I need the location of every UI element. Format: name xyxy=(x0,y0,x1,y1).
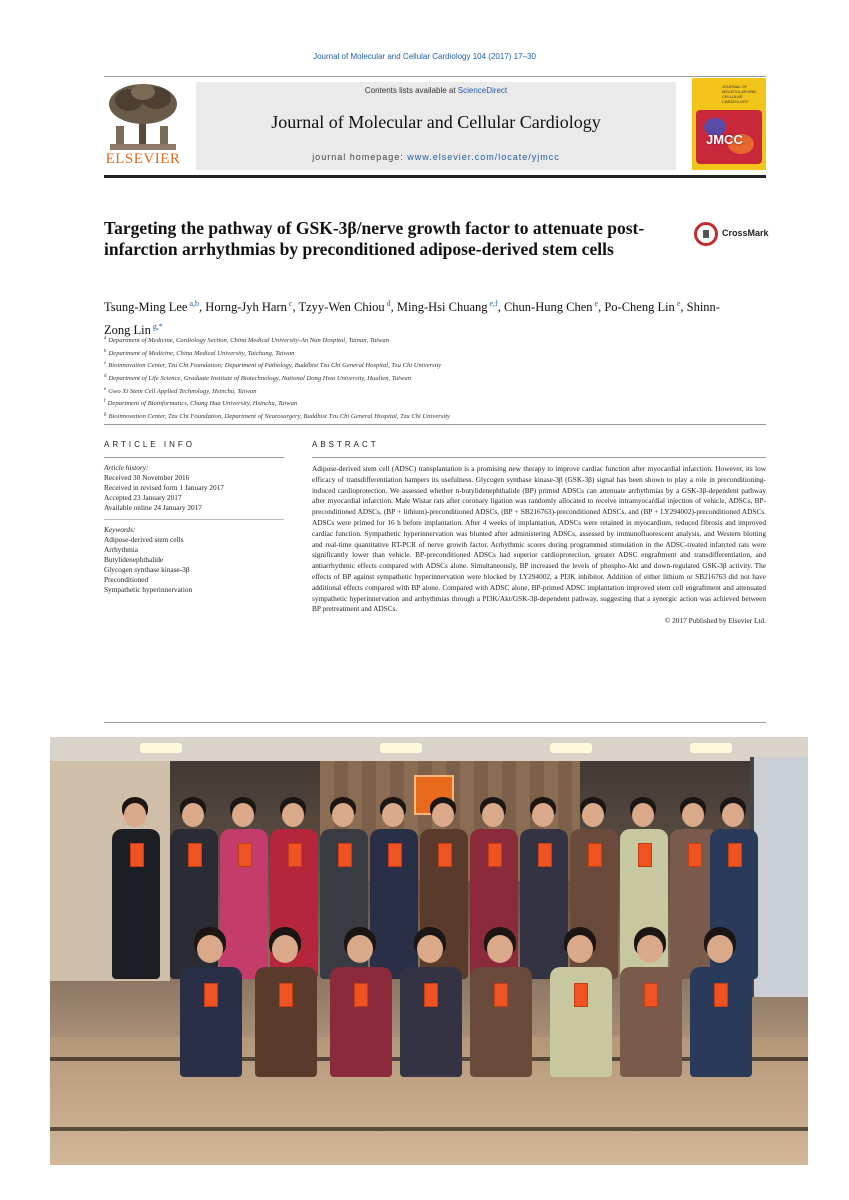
affiliation: $^a$ Department of Medicine, Cardiology Section, China Medical University-An Nan Hospital, Tainan, Taiwan xyxy=(104,336,389,345)
keywords xyxy=(104,525,284,595)
author-name[interactable]: Chun-Hung Chen $^e$ xyxy=(503,299,599,315)
journal-cover-thumbnail xyxy=(692,78,766,170)
author-name[interactable]: Shinn-Zong Lin $^{g,*}$ xyxy=(104,300,720,338)
glass-door xyxy=(750,757,808,997)
author-affiliation-marker: e xyxy=(592,299,599,308)
author-affiliation-marker: c xyxy=(286,299,293,308)
journal-masthead xyxy=(104,76,766,178)
abstract-heading: ABSTRACT xyxy=(312,440,379,449)
keyword: Preconditioned xyxy=(104,575,149,584)
article-info-heading: ARTICLE INFO xyxy=(104,440,195,449)
affiliation: $^b$ Department of Medicine, China Medical University, Taichung, Taiwan xyxy=(104,348,295,357)
divider xyxy=(104,519,284,520)
crossmark-badge[interactable] xyxy=(694,222,774,246)
ceiling xyxy=(50,737,808,761)
elsevier-tree-icon xyxy=(104,82,182,152)
homepage-link[interactable]: www.elsevier.com/locate/yjmcc xyxy=(407,152,560,162)
contents-prefix: Contents lists available at xyxy=(364,86,458,95)
affiliation-list xyxy=(104,334,754,423)
author-list: Tsung-Ming Lee $^{a,b}$, Horng-Jyh Harn $^c$, Tzyy-Wen Chiou $^d$, Ming-Hsi Chuang $^{e,f}$, Chun-Hung Chen $^e$, Po-Cheng Lin $^e$, Shinn-Zong Lin $^{g,*}$ xyxy=(104,299,720,338)
cover-art xyxy=(696,110,762,164)
journal-homepage xyxy=(196,152,676,162)
masthead-top-rule xyxy=(104,76,766,77)
cover-title: JOURNAL OF MOLECULAR AND CELLULAR CARDIOLOGY xyxy=(722,84,757,104)
divider xyxy=(104,457,284,458)
group-photo xyxy=(50,737,808,1165)
author-name[interactable]: Po-Cheng Lin $^e$ xyxy=(604,299,681,315)
author-name[interactable]: Ming-Hsi Chuang $^{e,f}$ xyxy=(396,299,498,315)
author-affiliation-marker: d xyxy=(384,299,391,308)
contents-line xyxy=(196,86,676,95)
homepage-prefix: journal homepage: xyxy=(312,152,408,162)
crossmark-icon xyxy=(694,222,718,246)
keyword: Arrhythmia xyxy=(104,545,139,554)
masthead-bottom-rule xyxy=(104,175,766,178)
history-label: Article history: xyxy=(104,463,149,472)
sciencedirect-link[interactable]: ScienceDirect xyxy=(457,86,508,95)
elsevier-logo xyxy=(104,82,182,170)
author-affiliation-marker: e xyxy=(674,299,681,308)
affiliation: $^f$ Department of Bioinformatics, Chung Hua University, Hsinchu, Taiwan xyxy=(104,399,298,408)
keywords-label: Keywords: xyxy=(104,525,136,534)
copyright-line: © 2017 Published by Elsevier Ltd. xyxy=(664,616,766,626)
history-item: Received in revised form 1 January 2017 xyxy=(104,483,224,492)
author-affiliation-marker: a,b xyxy=(187,299,200,308)
crossmark-label: CrossMark xyxy=(722,228,769,238)
journal-title: Journal of Molecular and Cellular Cardiology xyxy=(271,112,601,132)
history-item: Accepted 23 January 2017 xyxy=(104,493,182,502)
keyword: Adipose-derived stem cells xyxy=(104,535,184,544)
divider xyxy=(104,722,766,723)
abstract-section xyxy=(312,440,766,625)
affiliation: $^d$ Department of Life Science, Graduate Institute of Biotechnology, National Dong Hwa University, Hualien, Taiwan xyxy=(104,374,411,383)
author-name[interactable]: Tsung-Ming Lee $^{a,b}$ xyxy=(104,299,200,315)
article-history xyxy=(104,463,284,513)
author-name[interactable]: Horng-Jyh Harn $^c$ xyxy=(205,299,293,315)
author-affiliation-marker: g,* xyxy=(150,322,163,332)
divider xyxy=(312,457,766,458)
cover-logo: JMCC xyxy=(706,132,743,147)
affiliation: $^g$ Bioinnovation Center, Tzu Chi Foundation, Department of Neurosurgery, Buddhist Tzu Chi General Hospital, Tzu Chi University xyxy=(104,412,450,421)
history-item: Received 30 November 2016 xyxy=(104,473,190,482)
keyword: Glycogen synthase kinase-3β xyxy=(104,565,190,574)
affiliation: $^c$ Bioinnovation Center, Tzu Chi Foundation; Department of Pathology, Buddhist Tzu Chi General Hospital, Tzu Chi University xyxy=(104,361,442,370)
author-name[interactable]: Tzyy-Wen Chiou $^d$ xyxy=(298,299,391,315)
publisher-name: ELSEVIER xyxy=(105,151,181,167)
article-info-section xyxy=(104,440,284,595)
divider xyxy=(104,424,766,425)
masthead-band xyxy=(196,82,676,170)
affiliation: $^e$ Gwo Xi Stem Cell Applied Technology, Hsinchu, Taiwan xyxy=(104,386,257,395)
article-title: Targeting the pathway of GSK-3β/nerve growth factor to attenuate post-infarction arrhythmias by preconditioned adipose-derived stem cells xyxy=(104,218,645,259)
keyword: Sympathetic hyperinnervation xyxy=(104,585,193,594)
author-affiliation-marker: e,f xyxy=(487,299,498,308)
keyword: Butylidenephthalide xyxy=(104,555,164,564)
history-item: Available online 24 January 2017 xyxy=(104,503,202,512)
journal-reference: Journal of Molecular and Cellular Cardiology 104 (2017) 17–30 xyxy=(313,52,536,61)
abstract-text: Adipose-derived stem cell (ADSC) transplantation is a promising new therapy to improve cardiac function after myocardial infarction. However, its low efficacy of transdifferentiation hampers its usefulness. Glycogen synthase kinase-3β (GSK-3β) signal has been shown to play a role in preconditioning-induced cardioprotection. We assessed whether n-butylidenephthalide (BP) primed ADSCs can attenuate arrhythmias by a GSK-3β-dependent pathway after myocardial infarction. Male Wistar rats after coronary ligation was randomly allocated to receive intramyocardial injection of vehicle, ADSCs, BP-preconditioned ADSCs, (BP + lithium)-preconditioned ADSCs, (BP + SB216763)-preconditioned ADSCs, and (BP + LY294002)-preconditioned ADSCs. ADSCs were primed for 16 h before implantation. After 4 weeks of implantation, ADSCs were retained in myocardium, reduced fibrosis and improved cardiac function. Sympathetic hyperinnervation was blunted after administering ADSCs, assessed by immunofluorescent analysis, and Western blotting and real-time quantitative RT-PCR of nerve growth factor. Arrhythmic scores during programmed stimulation in the ADSC-treated infarcted rats were significantly lower than vehicle. BP-preconditioned ADSCs had superior cardioprotection, greater ADSC engraftment and transdifferentiation, and antiarrhythmic effects compared with ADSCs alone. Simultaneously, BP increased the levels of phospho-Akt and down-regulated GSK-3β activity. The effects of BP against sympathetic hyperinnervation were blocked by LY294002, a PI3K inhibitor. Addition of either lithium or SB216763 did not have additional effects compared with BP alone. Compared with ADSC alone, BP-primed ADSC implantation improved stem cell engraftment and attenuated sympathetic hyperinnervation and arrhythmias through a PI3K/Akt/GSK-3β-dependent pathway, suggesting that a synergic action was achieved between BP pretreatment and ADSCs. xyxy=(312,464,766,614)
